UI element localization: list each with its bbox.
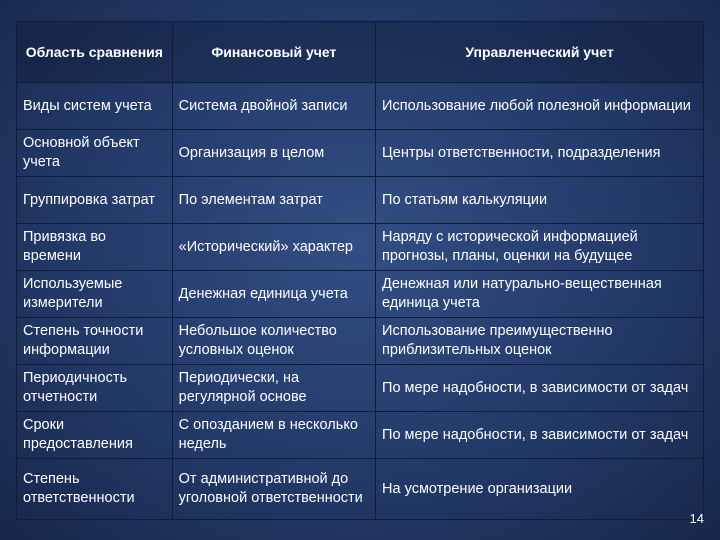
table-row (17, 224, 704, 271)
table-row (17, 83, 704, 130)
management-cell: По статьям калькуляции (376, 177, 704, 224)
management-cell: Наряду с исторической информацией прогнозы, планы, оценки на будущее (376, 224, 704, 271)
row-criterion: Сроки предоставления (17, 412, 173, 459)
table-row (17, 177, 704, 224)
management-cell: По мере надобности, в зависимости от задач (376, 365, 704, 412)
header-comparison-area: Область сравнения (17, 22, 173, 83)
financial-cell: От административной до уголовной ответственности (172, 459, 375, 520)
table-row (17, 365, 704, 412)
management-cell: По мере надобности, в зависимости от задач (376, 412, 704, 459)
management-cell: Центры ответственности, подразделения (376, 130, 704, 177)
management-cell: На усмотрение организации (376, 459, 704, 520)
financial-cell: «Исторический» характер (172, 224, 375, 271)
financial-cell: Денежная единица учета (172, 271, 375, 318)
management-cell: Использование преимущественно приблизительных оценок (376, 318, 704, 365)
table-row (17, 412, 704, 459)
table-row (17, 318, 704, 365)
row-criterion: Используемые измерители (17, 271, 173, 318)
row-criterion: Периодичность отчетности (17, 365, 173, 412)
financial-cell: Периодически, на регулярной основе (172, 365, 375, 412)
row-criterion: Виды систем учета (17, 83, 173, 130)
header-financial-accounting: Финансовый учет (172, 22, 375, 83)
page-number: 14 (689, 511, 704, 526)
comparison-table (16, 21, 704, 520)
table-row (17, 459, 704, 520)
row-criterion: Степень точности информации (17, 318, 173, 365)
financial-cell: Небольшое количество условных оценок (172, 318, 375, 365)
financial-cell: С опозданием в несколько недель (172, 412, 375, 459)
row-criterion: Степень ответственности (17, 459, 173, 520)
row-criterion: Группировка затрат (17, 177, 173, 224)
table-row (17, 130, 704, 177)
management-cell: Денежная или натурально-вещественная единица учета (376, 271, 704, 318)
table-header-row (17, 22, 704, 83)
table-row (17, 271, 704, 318)
financial-cell: Система двойной записи (172, 83, 375, 130)
financial-cell: Организация в целом (172, 130, 375, 177)
row-criterion: Основной объект учета (17, 130, 173, 177)
header-management-accounting: Управленческий учет (376, 22, 704, 83)
management-cell: Использование любой полезной информации (376, 83, 704, 130)
row-criterion: Привязка во времени (17, 224, 173, 271)
financial-cell: По элементам затрат (172, 177, 375, 224)
